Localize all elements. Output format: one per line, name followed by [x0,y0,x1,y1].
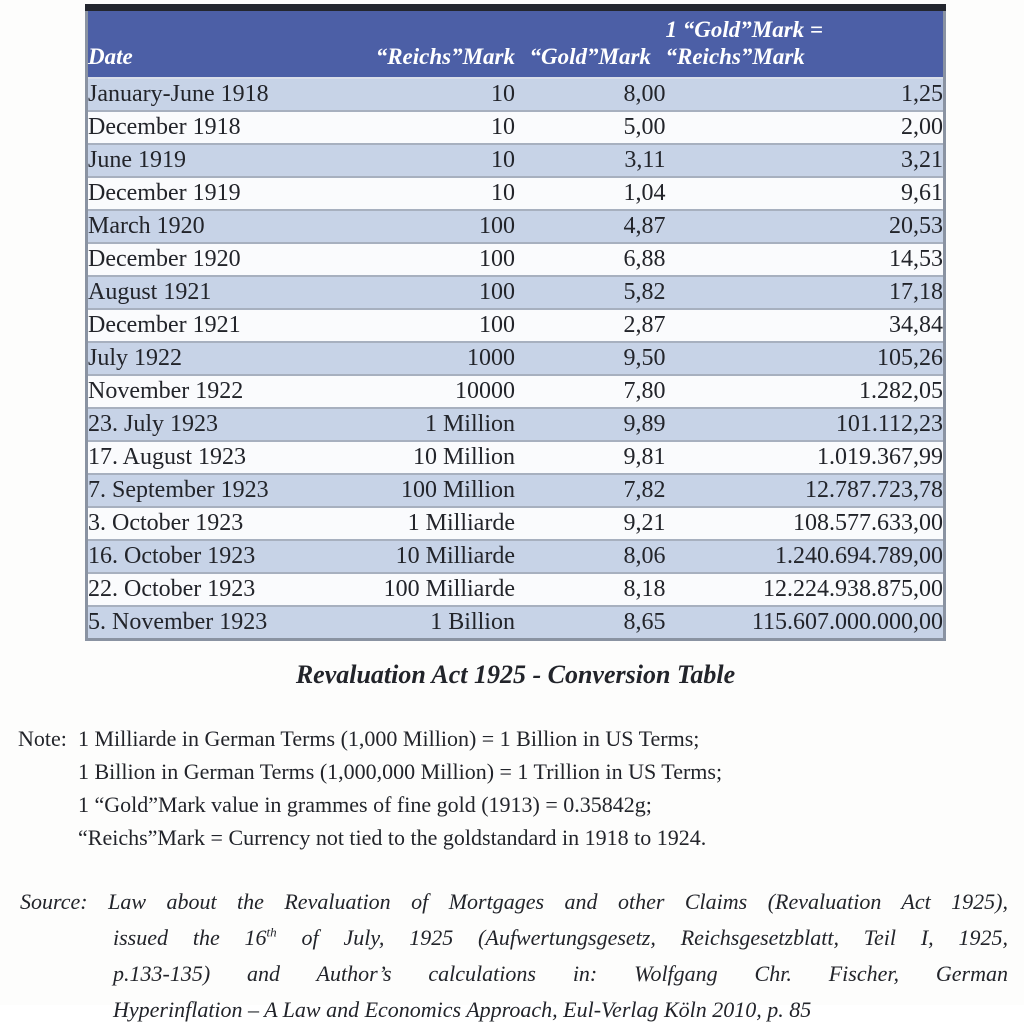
cell-reichsmark: 100 [349,309,515,342]
table-row [87,210,945,243]
cell-reichsmark: 10 [349,144,515,177]
note-line: 1 Milliarde in German Terms (1,000 Million) = 1 Billion in US Terms; [78,726,700,751]
cell-reichsmark: 10 [349,177,515,210]
cell-goldmark: 9,89 [515,408,666,441]
source-line [20,884,1008,920]
cell-ratio: 20,53 [666,210,945,243]
cell-ratio: 1.019.367,99 [666,441,945,474]
source-line: Hyperinflation – A Law and Economics Approach, Eul-Verlag Köln 2010, p. 85 [113,997,812,1022]
conversion-table [85,4,946,641]
table-row [87,342,945,375]
note-line: 1 “Gold”Mark value in grammes of fine gold (1913) = 0.35842g; [78,792,652,817]
cell-goldmark: 9,81 [515,441,666,474]
cell-goldmark: 2,87 [515,309,666,342]
header-ratio-line1: 1 “Gold”Mark = [665,17,824,42]
cell-reichsmark: 1 Billion [349,606,515,640]
cell-reichsmark: 100 [349,210,515,243]
cell-ratio: 101.112,23 [666,408,945,441]
cell-date: 17. August 1923 [87,441,350,474]
cell-ratio: 1.282,05 [666,375,945,408]
header-date: Date [87,8,350,79]
source-line2-post: of July, 1925 (Aufwertungsgesetz, Reichsgesetzblatt, Teil I, 1925, [276,925,1008,950]
cell-reichsmark: 10 Milliarde [349,540,515,573]
cell-ratio: 17,18 [666,276,945,309]
cell-reichsmark: 100 [349,243,515,276]
cell-reichsmark: 10 [349,111,515,144]
cell-goldmark: 8,00 [515,78,666,111]
source-line [113,920,1008,956]
cell-date: January-June 1918 [87,78,350,111]
source-block [20,884,1008,1028]
note-block [18,722,722,854]
cell-reichsmark: 100 [349,276,515,309]
cell-date: 5. November 1923 [87,606,350,640]
note-lines [78,722,722,854]
cell-goldmark: 8,06 [515,540,666,573]
cell-date: December 1919 [87,177,350,210]
cell-date: March 1920 [87,210,350,243]
source-line: p.133-135) and Author’s calculations in: Wolfgang Chr. Fischer, German [113,961,1008,986]
cell-goldmark: 9,21 [515,507,666,540]
cell-date: November 1922 [87,375,350,408]
cell-date: August 1921 [87,276,350,309]
header-goldmark: “Gold”Mark [515,8,666,79]
cell-goldmark: 5,00 [515,111,666,144]
cell-goldmark: 9,50 [515,342,666,375]
cell-date: December 1920 [87,243,350,276]
source-ordinal-superscript: th [266,924,277,940]
table-row [87,375,945,408]
cell-date: 23. July 1923 [87,408,350,441]
header-goldmark-to-reichsmark [666,8,945,79]
table-row [87,573,945,606]
cell-goldmark: 4,87 [515,210,666,243]
cell-ratio: 108.577.633,00 [666,507,945,540]
table-row [87,243,945,276]
table-row [87,441,945,474]
cell-date: June 1919 [87,144,350,177]
header-reichsmark: “Reichs”Mark [349,8,515,79]
cell-goldmark: 8,18 [515,573,666,606]
cell-reichsmark: 1000 [349,342,515,375]
table-row [87,474,945,507]
cell-reichsmark: 100 Milliarde [349,573,515,606]
cell-date: 7. September 1923 [87,474,350,507]
cell-date: 22. October 1923 [87,573,350,606]
table-body [87,78,945,640]
cell-goldmark: 1,04 [515,177,666,210]
cell-ratio: 34,84 [666,309,945,342]
table-row [87,177,945,210]
table-caption: Revaluation Act 1925 - Conversion Table [295,660,736,689]
table-row [87,606,945,640]
source-line1-text: Law about the Revaluation of Mortgages and other Claims (Revaluation Act 1925), [108,889,1008,914]
cell-goldmark: 3,11 [515,144,666,177]
cell-ratio: 12.224.938.875,00 [666,573,945,606]
cell-reichsmark: 10 Million [349,441,515,474]
cell-reichsmark: 1 Milliarde [349,507,515,540]
cell-date: July 1922 [87,342,350,375]
cell-ratio: 1,25 [666,78,945,111]
cell-goldmark: 5,82 [515,276,666,309]
table-row [87,111,945,144]
cell-ratio: 12.787.723,78 [666,474,945,507]
cell-reichsmark: 1 Million [349,408,515,441]
cell-ratio: 105,26 [666,342,945,375]
table-header-row [87,8,945,79]
cell-ratio: 115.607.000.000,00 [666,606,945,640]
cell-goldmark: 7,80 [515,375,666,408]
table-row [87,309,945,342]
source-label: Source: [20,889,88,914]
header-ratio-line2: “Reichs”Mark [665,44,805,69]
cell-goldmark: 6,88 [515,243,666,276]
cell-reichsmark: 10 [349,78,515,111]
cell-date: December 1918 [87,111,350,144]
cell-reichsmark: 100 Million [349,474,515,507]
table-row [87,144,945,177]
source-line2-pre: issued the 16 [113,925,267,950]
cell-date: 3. October 1923 [87,507,350,540]
cell-ratio: 1.240.694.789,00 [666,540,945,573]
table-row [87,78,945,111]
cell-ratio: 14,53 [666,243,945,276]
cell-reichsmark: 10000 [349,375,515,408]
cell-ratio: 3,21 [666,144,945,177]
table-row [87,276,945,309]
cell-ratio: 9,61 [666,177,945,210]
cell-date: December 1921 [87,309,350,342]
cell-goldmark: 8,65 [515,606,666,640]
cell-goldmark: 7,82 [515,474,666,507]
cell-date: 16. October 1923 [87,540,350,573]
cell-ratio: 2,00 [666,111,945,144]
note-label: Note: [18,726,67,751]
note-line: 1 Billion in German Terms (1,000,000 Million) = 1 Trillion in US Terms; [78,759,723,784]
table-row [87,507,945,540]
table-row [87,408,945,441]
note-line: “Reichs”Mark = Currency not tied to the goldstandard in 1918 to 1924. [78,825,707,850]
table-row [87,540,945,573]
